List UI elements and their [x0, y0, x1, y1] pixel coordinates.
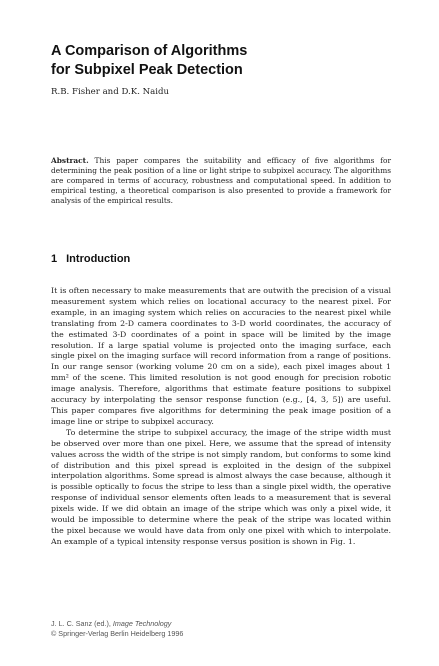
section-heading-introduction: [51, 252, 130, 266]
paragraph-1: It is often necessary to make measurements that are outwith the precision of a visual measurement system which relies on locational accuracy to the nearest pixel. For example, in an imaging system which relies on accuracies to the nearest pixel while translating from 2-D camera coordinates to 3-D world coordinates, the accuracy of the estimated 3-D coordinates of a point in space will be limited by the image resolution. If a large spatial volume is projected onto the imaging surface, each single pixel on the imaging surface will record information from a range of positions. In our range sensor (working volume 20 cm on a side), each pixel images about 1 mm² of the scene. This limited resolution is not good enough for precision robotic image analysis. Therefore, algorithms that estimate feature positions to subpixel accuracy by interpolating the sensor response function (e.g., [4, 3, 5]) are useful. This paper compares five algorithms for determining the peak image position of a image line or stripe to subpixel accuracy.: [51, 286, 391, 426]
footer-line-2: © Springer-Verlag Berlin Heidelberg 1996: [51, 629, 184, 638]
footer-editor: J. L. C. Sanz (ed.),: [51, 619, 111, 628]
title-line-2: for Subpixel Peak Detection: [51, 62, 243, 78]
footer-book-title: Image Technology: [112, 619, 172, 628]
abstract-label: Abstract.: [51, 156, 89, 165]
paragraph-2: To determine the stripe to subpixel accuracy, the image of the stripe width must be observed over more than one pixel. Here, we assume that the spread of intensity values across the width of the stripe is not simply random, but conforms to some kind of distribution and this pixel spread is exploited in the design of the subpixel interpolation algorithms. Some spread is almost always the case because, although it is possible optically to focus the stripe to less than a single pixel width, the operative response of individual sensor elements often leads to a measurement that is several pixels wide. If we did obtain an image of the stripe which was only a pixel wide, it would be impossible to determine where the peak of the stripe was located within the pixel because we would have data from only one pixel with which to interpolate. An example of a typical intensity response versus position is shown in Fig. 1.: [51, 427, 391, 546]
footer-line-1: [51, 619, 391, 629]
title-line-1: A Comparison of Algorithms: [51, 43, 248, 59]
abstract: [51, 156, 391, 206]
abstract-text: This paper compares the suitability and efficacy of five algorithms for determining the peak position of a line or light stripe to subpixel accuracy. The algorithms are compared in terms of accuracy, robustness and computational speed. In addition to empirical testing, a theoretical comparison is also presented to provide a framework for analysis of the empirical results.: [51, 156, 391, 205]
section-number: 1: [51, 253, 58, 265]
section-title: Introduction: [66, 253, 131, 265]
introduction-body: [51, 286, 391, 548]
copyright-footer: [51, 619, 391, 639]
paper-title: [51, 42, 411, 80]
author-list: R.B. Fisher and D.K. Naidu: [51, 87, 170, 97]
